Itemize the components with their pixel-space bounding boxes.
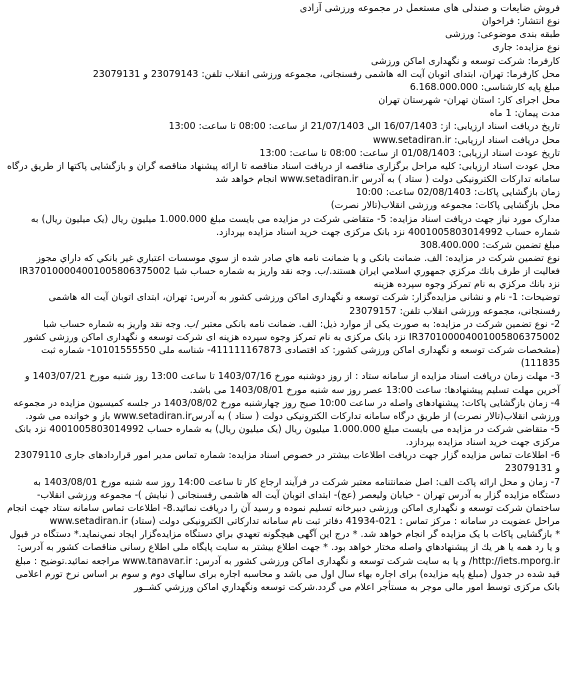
auction-type: نوع مزایده: جاری: [492, 42, 560, 54]
subject-category: طبقه بندی موضوعی: ورزشی: [445, 29, 560, 41]
description-item-2: 2- نوع تضمین شرکت در مزایده: به صورت یکی از موارد ذیل: الف. ضمانت نامه بانکی معتبر /ب. وجه نقد واریز به شماره حساب شبا IR370100004001005806375002 نزد بانک مرکزی به نام تمرکز وجوه سپرده هزینه ای شرکت توسعه و نگهداری اماکن ورزشی کشور (مشخصات شرکت توسعه و نگهداری اماکن ورزشی کشور: کد اقتصادی 411111167873- شناسه ملی 10101555550- شماره ثبت 111835): [23, 318, 560, 370]
description-item-6: 6- اطلاعات تماس مزایده گزار جهت دریافت اطلاعات بیشتر در خصوص اسناد مزایده: شماره تماس مدیر امور قراردادهای جاری 23079110 و 23079131: [14, 450, 560, 475]
document-return-date: تاریخ عودت اسناد ارزیابی: 01/08/1403 از ساعت: 08:00 تا ساعت: 13:00: [259, 147, 560, 159]
guarantee-type: نوع تضمین شرکت در مزایده: الف. ضمانت بانکی و یا ضمانت نامه هاي صادر شده از سوي موسسات اعتباري غیر بانکي که داراي مجوز فعالیت از طرف بانك مرکزي جمهوري اسلامي ایران هستند./ب. وجه نقد واریز به شماره حساب شبا IR370100004001005806375002 نزد بانك مرکزي به نام تمرکز وجوه سپرده هزینه: [19, 252, 560, 291]
work-location: محل اجرای کار: استان تهران- شهرستان تهران: [378, 95, 560, 107]
description-item-3: 3- مهلت زمان دریافت اسناد مزایده از سامانه ستاد : از روز دوشنبه مورخ 1403/07/16 تا ساعت 13:00 روز شنبه مورخ 1403/07/21 و آخرین مهلت تسلیم پیشنهادها: ساعت 13:00 عصر روز سه شنبه مورخ 1403/08/01 می باشد.: [24, 371, 560, 396]
description-item-5: 5- متقاضی شرکت در مزایده می بایست مبلغ 1.000.000 میلیون ریال (یک میلیون ریال) به شماره حساب 4001005803014992 نزد بانک مرکزی جهت خرید اسناد مزایده بپردازد.: [14, 424, 560, 449]
employer: کارفرما: شرکت توسعه و نگهداری اماکن ورزشی: [371, 55, 560, 67]
document-return-location: محل عودت اسناد ارزیابی: کلیه مراحل برگزاری مناقصه از دریافت اسناد مناقصه تا ارائه پیشنهاد مناقصه گران و بازگشایی پاکتها از طریق درگاه سامانه تدارکات الکترونیکی دولت ( ستاد ) به آدرس www.setadiran.ir انجام خواهد شد: [7, 160, 560, 186]
required-documents: مدارک مورد نیاز جهت دریافت اسناد مزایده: 5- متقاضی شرکت در مزایده می بایست مبلغ 1.000.000 میلیون ریال (یک میلیون ریال) به شماره حساب 4001005803014992 نزد بانک مرکزی جهت خرید اسناد مزایده بپردازد.: [30, 213, 560, 238]
opening-time: زمان بازگشایی پاکات: 02/08/1403 ساعت: 10:00: [355, 187, 560, 199]
employer-location: محل کارفرما: تهران، ابتدای اتوبان آیت اله هاشمی رفسنجانی، مجموعه ورزشی انقلاب تلفن: 23079143 و 23079131: [92, 68, 560, 80]
guarantee-amount: مبلغ تضمین شرکت: 308.400.000: [420, 239, 560, 251]
publication-type: نوع انتشار: فراخوان: [481, 16, 560, 28]
description-item-4: 4- زمان بازگشایی پاکات: پیشنهادهای واصله در ساعت 10:00 صبح روز چهارشنبه مورخ 1403/08/02 در جلسه کمیسیون مزایده در مجموعه ورزشی انقلاب(تالار نصرت) از طریق درگاه سامانه تدارکات الکترونیکی دولت ( ستاد ) به آدرسwww.setadiran.ir باز و خوانده می شود.: [13, 397, 560, 422]
closing-notes: * بازگشایی پاکات با یک مزایده گر انجام خواهد شد. * درج این آگهی هیچگونه تعهدي براي دستگاه مزايده‌گزار ايجاد نمي‌نمايد.* دستگاه در قبول و يا رد همه يا هر يك از پيشنهادهاي واصله مختار خواهد بود. * جهت اطلاع بیشتر به سایت پایگاه ملی اطلاع رسانی مناقصات کشور به آدرس: http://iets.mporg.ir/ و یا به سایت شرکت توسعه و نگهداری اماکن ورزشی کشور به آدرس: www.tanavar.ir مراجعه نمائید.توضیح : مبلغ قید شده در جدول (مبلغ پایه مزایده) برای اجاره بهاء سال اول می باشد و محاسبه اجاره برای سالهای دوم و سوم بر اساس نرخ تورم اعلامی بانک مرکزی توسط امور مالی موجر به مستأجر اعلام می گردد.شرکت توسعه ونگهداري اماكن ورزشي كشــور: [9, 529, 560, 593]
base-price: مبلغ پایه کارشناسی: 6.168.000.000: [409, 81, 560, 93]
opening-location: محل بازگشایی پاکات: مجموعه ورزشی انقلاب(تالار نصرت): [330, 200, 560, 212]
description-item-7: 7- زمان و محل ارائه پاکت الف: اصل ضمانتنامه معتبر شرکت در فرآیند ارجاع کار تا ساعت 14:00 روز سه شنبه مورخ 1403/08/01 به دستگاه مزایده گزار به آدرس تهران - خیابان ولیعصر (عج)- ابتدای اتوبان آیت اله هاشمی رفسنجانی ( نبایش )- مجموعه ورزشی انقلاب- ساختمان شرکت توسعه و نگهداری اماکن ورزشی دبیرخانه تسلیم نموده و رسید آن را دریافت نمائید.8- اطلاعات تماس سامانه ستاد جهت انجام مراحل عضویت در سامانه : مرکز تماس : 021-41934 دفاتر ثبت نام سامانه تدارکاتی الکترونیکی دولت (ستاد) www.setadiran.ir: [7, 476, 560, 528]
description-item-1: توضیحات: 1- نام و نشانی مزایده‌گزار: شرکت توسعه و نگهداری اماکن ورزشی کشور به آدرس: تهران، ابتدای اتوبان آیت اله هاشمی رفسنجانی، مجموعه ورزشی انقلاب تلفن: 23079157: [48, 292, 560, 317]
document-receipt-date: تاریخ دریافت اسناد ارزیابی: از: 16/07/1403 الی 21/07/1403 از ساعت: 08:00 تا ساعت: 13:00: [168, 121, 560, 133]
document-receipt-location: محل دریافت اسناد ارزیابی: www.setadiran.ir: [373, 134, 560, 146]
announcement-title: فروش ضایعات و صندلی های مستعمل در مجموعه ورزشی آزادی: [299, 3, 560, 14]
contract-duration: مدت پیمان: 1 ماه: [489, 108, 560, 120]
